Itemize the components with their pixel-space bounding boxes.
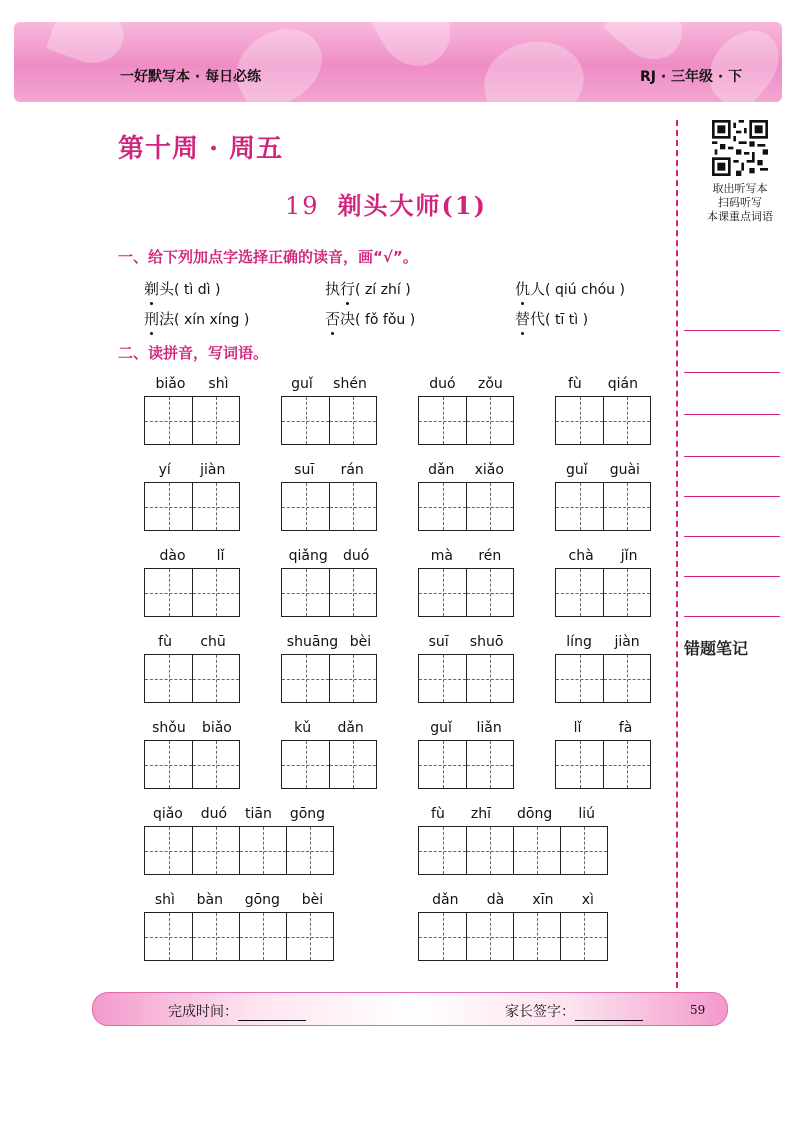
pinyin-syllable: fù <box>567 376 582 392</box>
pinyin-row <box>144 456 240 478</box>
pinyin-syllable: shuō <box>469 634 504 650</box>
pinyin-syllable: fù <box>158 634 172 650</box>
pinyin-syllable: guǐ <box>291 376 313 392</box>
pinyin-syllable: mà <box>430 548 453 564</box>
pinyin-syllable: bèi <box>349 634 372 650</box>
word-writing-box <box>281 370 377 445</box>
writing-cell[interactable] <box>145 913 192 960</box>
pinyin-syllable: bàn <box>196 892 223 908</box>
writing-cell[interactable] <box>282 741 329 788</box>
writing-cell[interactable] <box>419 569 466 616</box>
pinyin-syllable: biǎo <box>201 720 232 736</box>
note-line <box>684 496 780 497</box>
pinyin-syllable: dào <box>159 548 186 564</box>
note-line <box>684 616 780 617</box>
pronunciation-item[interactable] <box>515 278 625 299</box>
tianzige-grid <box>418 482 514 531</box>
notes-title: 错题笔记 <box>684 639 749 658</box>
pinyin-syllable: qiǎng <box>288 548 328 564</box>
writing-cell[interactable] <box>419 483 466 530</box>
word-char: 人 <box>530 280 546 298</box>
word-writing-box <box>281 628 377 703</box>
writing-cell[interactable] <box>145 741 192 788</box>
word-writing-box <box>418 628 514 703</box>
pinyin-syllable: jiàn <box>200 462 226 478</box>
writing-cell[interactable] <box>556 483 603 530</box>
pinyin-syllable: rén <box>478 548 502 564</box>
lesson-name: 剃头大师(1) <box>337 191 487 220</box>
tianzige-grid <box>144 396 240 445</box>
word-writing-box <box>144 628 240 703</box>
writing-cell[interactable] <box>466 569 513 616</box>
tianzige-grid <box>555 568 651 617</box>
pinyin-row <box>418 370 514 392</box>
tianzige-grid <box>144 912 334 961</box>
pinyin-syllable: dǎn <box>428 462 455 478</box>
pinyin-options[interactable]: ( zí zhí ) <box>355 282 411 298</box>
word-writing-box <box>418 886 608 961</box>
pinyin-syllable: biǎo <box>155 376 186 392</box>
word-writing-box <box>418 456 514 531</box>
writing-cell[interactable] <box>192 913 239 960</box>
pinyin-syllable: jǐn <box>620 548 638 564</box>
writing-cell[interactable] <box>145 483 192 530</box>
writing-cell[interactable] <box>466 483 513 530</box>
writing-cell[interactable] <box>419 913 466 960</box>
tianzige-grid <box>281 396 377 445</box>
pinyin-options[interactable]: ( xín xíng ) <box>174 312 250 328</box>
writing-cell[interactable] <box>282 483 329 530</box>
pinyin-row <box>555 370 651 392</box>
writing-cell[interactable] <box>329 483 376 530</box>
writing-cell[interactable] <box>419 741 466 788</box>
word-writing-box <box>555 628 651 703</box>
tianzige-grid <box>281 568 377 617</box>
pronunciation-item[interactable] <box>515 308 588 329</box>
pinyin-syllable: guài <box>609 462 640 478</box>
writing-cell[interactable] <box>466 397 513 444</box>
grade-label: RJ · 三年级 · 下 <box>640 69 743 85</box>
pinyin-syllable: zhī <box>470 806 491 822</box>
writing-cell[interactable] <box>419 827 466 874</box>
word-writing-box <box>281 542 377 617</box>
word-char: 法 <box>159 310 175 328</box>
word-writing-box <box>418 542 514 617</box>
writing-cell[interactable] <box>556 655 603 702</box>
pinyin-options[interactable]: ( tī tì ) <box>545 312 589 328</box>
tianzige-grid <box>281 740 377 789</box>
writing-cell[interactable] <box>513 827 560 874</box>
tianzige-grid <box>555 396 651 445</box>
tianzige-grid <box>418 740 514 789</box>
pinyin-syllable: guǐ <box>566 462 588 478</box>
pronunciation-item[interactable] <box>144 278 220 299</box>
page-number: 59 <box>690 1003 706 1017</box>
pinyin-row <box>555 714 651 736</box>
writing-cell[interactable] <box>329 655 376 702</box>
writing-cell[interactable] <box>282 655 329 702</box>
writing-cell[interactable] <box>603 483 650 530</box>
word-writing-box <box>418 714 514 789</box>
word-char: 决 <box>340 310 356 328</box>
word-writing-box <box>144 370 240 445</box>
word-writing-box <box>555 542 651 617</box>
completion-time <box>168 1001 306 1021</box>
writing-cell[interactable] <box>282 397 329 444</box>
writing-cell[interactable] <box>282 569 329 616</box>
lesson-title <box>285 186 487 221</box>
pinyin-row <box>281 370 377 392</box>
writing-cell[interactable] <box>466 913 513 960</box>
writing-cell[interactable] <box>192 569 239 616</box>
pinyin-syllable: xiǎo <box>474 462 504 478</box>
word-char: 代 <box>530 310 546 328</box>
tianzige-grid <box>144 482 240 531</box>
tianzige-grid <box>281 482 377 531</box>
pinyin-row <box>281 714 377 736</box>
section1-heading: 一、给下列加点字选择正确的读音，画“√”。 <box>118 248 418 266</box>
pinyin-syllable: yí <box>158 462 171 478</box>
writing-cell[interactable] <box>192 483 239 530</box>
tianzige-grid <box>555 740 651 789</box>
pinyin-syllable: chà <box>568 548 594 564</box>
writing-cell[interactable] <box>513 913 560 960</box>
pinyin-row <box>555 542 651 564</box>
pinyin-syllable: fù <box>431 806 445 822</box>
tianzige-grid <box>555 482 651 531</box>
writing-cell[interactable] <box>192 655 239 702</box>
note-line <box>684 576 780 577</box>
writing-cell[interactable] <box>192 827 239 874</box>
pronunciation-item[interactable] <box>325 308 415 329</box>
writing-cell[interactable] <box>145 655 192 702</box>
pinyin-options[interactable]: ( tì dì ) <box>174 282 221 298</box>
pronunciation-item[interactable] <box>325 278 411 299</box>
tianzige-grid <box>144 568 240 617</box>
tianzige-grid <box>418 568 514 617</box>
writing-cell[interactable] <box>145 397 192 444</box>
pinyin-syllable: gōng <box>289 806 326 822</box>
pinyin-row <box>418 800 608 822</box>
pinyin-row <box>418 886 608 908</box>
pinyin-row <box>418 628 514 650</box>
note-line <box>684 414 780 415</box>
writing-cell[interactable] <box>556 569 603 616</box>
pinyin-row <box>555 628 651 650</box>
pinyin-row <box>418 542 514 564</box>
tianzige-grid <box>418 826 608 875</box>
qr-caption-3: 本课重点词语 <box>707 210 773 223</box>
word-writing-box <box>144 456 240 531</box>
pinyin-syllable: shuāng <box>286 634 339 650</box>
sidebar-divider <box>676 120 678 988</box>
pinyin-syllable: guǐ <box>430 720 452 736</box>
writing-cell[interactable] <box>192 741 239 788</box>
tianzige-grid <box>144 740 240 789</box>
writing-cell[interactable] <box>603 741 650 788</box>
word-writing-box <box>144 542 240 617</box>
tianzige-grid <box>281 654 377 703</box>
writing-cell[interactable] <box>556 397 603 444</box>
pinyin-syllable: zǒu <box>477 376 503 392</box>
pinyin-row <box>418 456 514 478</box>
writing-cell[interactable] <box>192 397 239 444</box>
pinyin-syllable: suī <box>428 634 449 650</box>
pinyin-syllable: xīn <box>532 892 554 908</box>
word-writing-box <box>144 714 240 789</box>
pinyin-syllable: liú <box>578 806 595 822</box>
writing-cell[interactable] <box>466 741 513 788</box>
writing-cell[interactable] <box>286 827 333 874</box>
writing-cell[interactable] <box>419 655 466 702</box>
completion-time-field[interactable] <box>238 1020 306 1021</box>
parent-signature-field[interactable] <box>575 1020 643 1021</box>
pinyin-row <box>144 714 240 736</box>
writing-cell[interactable] <box>239 913 286 960</box>
note-line <box>684 372 780 373</box>
pinyin-syllable: fà <box>618 720 633 736</box>
dotted-char: 行 <box>340 280 356 298</box>
pinyin-row <box>144 542 240 564</box>
word-writing-box <box>418 370 514 445</box>
tianzige-grid <box>418 396 514 445</box>
pinyin-syllable: tiān <box>245 806 272 822</box>
word-writing-box <box>418 800 608 875</box>
dotted-char: 替 <box>515 310 531 328</box>
word-writing-box <box>281 714 377 789</box>
writing-cell[interactable] <box>466 655 513 702</box>
writing-cell[interactable] <box>239 827 286 874</box>
section2-heading: 二、读拼音，写词语。 <box>118 344 269 362</box>
pinyin-syllable: qiǎo <box>152 806 183 822</box>
writing-cell[interactable] <box>145 569 192 616</box>
writing-cell[interactable] <box>329 397 376 444</box>
pinyin-syllable: dōng <box>517 806 553 822</box>
pinyin-syllable: rán <box>340 462 364 478</box>
pinyin-syllable: bèi <box>301 892 324 908</box>
writing-cell[interactable] <box>560 827 607 874</box>
note-line <box>684 536 780 537</box>
writing-cell[interactable] <box>603 569 650 616</box>
tianzige-grid <box>144 826 334 875</box>
pinyin-options[interactable]: ( qiú chóu ) <box>545 282 625 298</box>
word-writing-box <box>144 800 334 875</box>
writing-cell[interactable] <box>145 827 192 874</box>
parent-signature-label: 家长签字： <box>505 1004 575 1020</box>
writing-cell[interactable] <box>329 741 376 788</box>
pronunciation-item[interactable] <box>144 308 249 329</box>
writing-cell[interactable] <box>419 397 466 444</box>
pinyin-syllable: qián <box>607 376 638 392</box>
completion-time-label: 完成时间： <box>168 1004 238 1020</box>
word-char: 执 <box>325 280 341 298</box>
pinyin-row <box>418 714 514 736</box>
pinyin-syllable: shì <box>208 376 229 392</box>
pinyin-syllable: lǐ <box>216 548 225 564</box>
qr-caption-1: 取出听写本 <box>712 182 768 195</box>
word-writing-box <box>144 886 334 961</box>
pinyin-syllable: líng <box>566 634 592 650</box>
dotted-char: 仇 <box>515 280 531 298</box>
note-line <box>684 456 780 457</box>
pinyin-syllable: dà <box>486 892 505 908</box>
pinyin-options[interactable]: ( fǒ fǒu ) <box>355 312 416 328</box>
pinyin-syllable: shì <box>154 892 175 908</box>
pinyin-syllable: shén <box>333 376 367 392</box>
pinyin-row <box>144 628 240 650</box>
pinyin-syllable: liǎn <box>476 720 502 736</box>
pinyin-syllable: gōng <box>244 892 280 908</box>
word-writing-box <box>555 456 651 531</box>
pinyin-syllable: dǎn <box>337 720 364 736</box>
writing-cell[interactable] <box>556 741 603 788</box>
writing-cell[interactable] <box>560 913 607 960</box>
pinyin-row <box>555 456 651 478</box>
pinyin-row <box>281 628 377 650</box>
pinyin-syllable: lǐ <box>573 720 582 736</box>
writing-cell[interactable] <box>603 397 650 444</box>
header-banner <box>14 22 782 102</box>
word-writing-box <box>281 456 377 531</box>
lesson-number: 19 <box>285 192 320 220</box>
dotted-char: 刑 <box>144 310 160 328</box>
pinyin-row <box>144 370 240 392</box>
writing-cell[interactable] <box>466 827 513 874</box>
dotted-char: 否 <box>325 310 341 328</box>
week-title: 第十周 · 周五 <box>118 134 284 164</box>
writing-cell[interactable] <box>286 913 333 960</box>
tianzige-grid <box>144 654 240 703</box>
tianzige-grid <box>555 654 651 703</box>
note-line <box>684 330 780 331</box>
pinyin-syllable: shǒu <box>152 720 186 736</box>
pinyin-row <box>144 886 334 908</box>
pinyin-syllable: kǔ <box>294 720 312 736</box>
pinyin-syllable: chū <box>200 634 226 650</box>
qr-caption-2: 扫码听写 <box>718 196 762 209</box>
parent-signature <box>505 1001 643 1021</box>
pinyin-row <box>281 456 377 478</box>
word-char: 头 <box>159 280 175 298</box>
tianzige-grid <box>418 654 514 703</box>
writing-cell[interactable] <box>603 655 650 702</box>
pinyin-syllable: duó <box>200 806 228 822</box>
word-writing-box <box>555 714 651 789</box>
pinyin-syllable: duó <box>343 548 370 564</box>
pinyin-row <box>144 800 334 822</box>
pinyin-syllable: duó <box>429 376 456 392</box>
writing-cell[interactable] <box>329 569 376 616</box>
tianzige-grid <box>418 912 608 961</box>
pinyin-row <box>281 542 377 564</box>
dotted-char: 剃 <box>144 280 160 298</box>
pinyin-syllable: suī <box>294 462 315 478</box>
pinyin-syllable: xì <box>581 892 594 908</box>
pinyin-syllable: dǎn <box>432 892 459 908</box>
word-writing-box <box>555 370 651 445</box>
qr-code-icon[interactable] <box>712 120 768 176</box>
book-name: 一好默写本 · 每日必练 <box>120 69 262 85</box>
pinyin-syllable: jiàn <box>614 634 640 650</box>
